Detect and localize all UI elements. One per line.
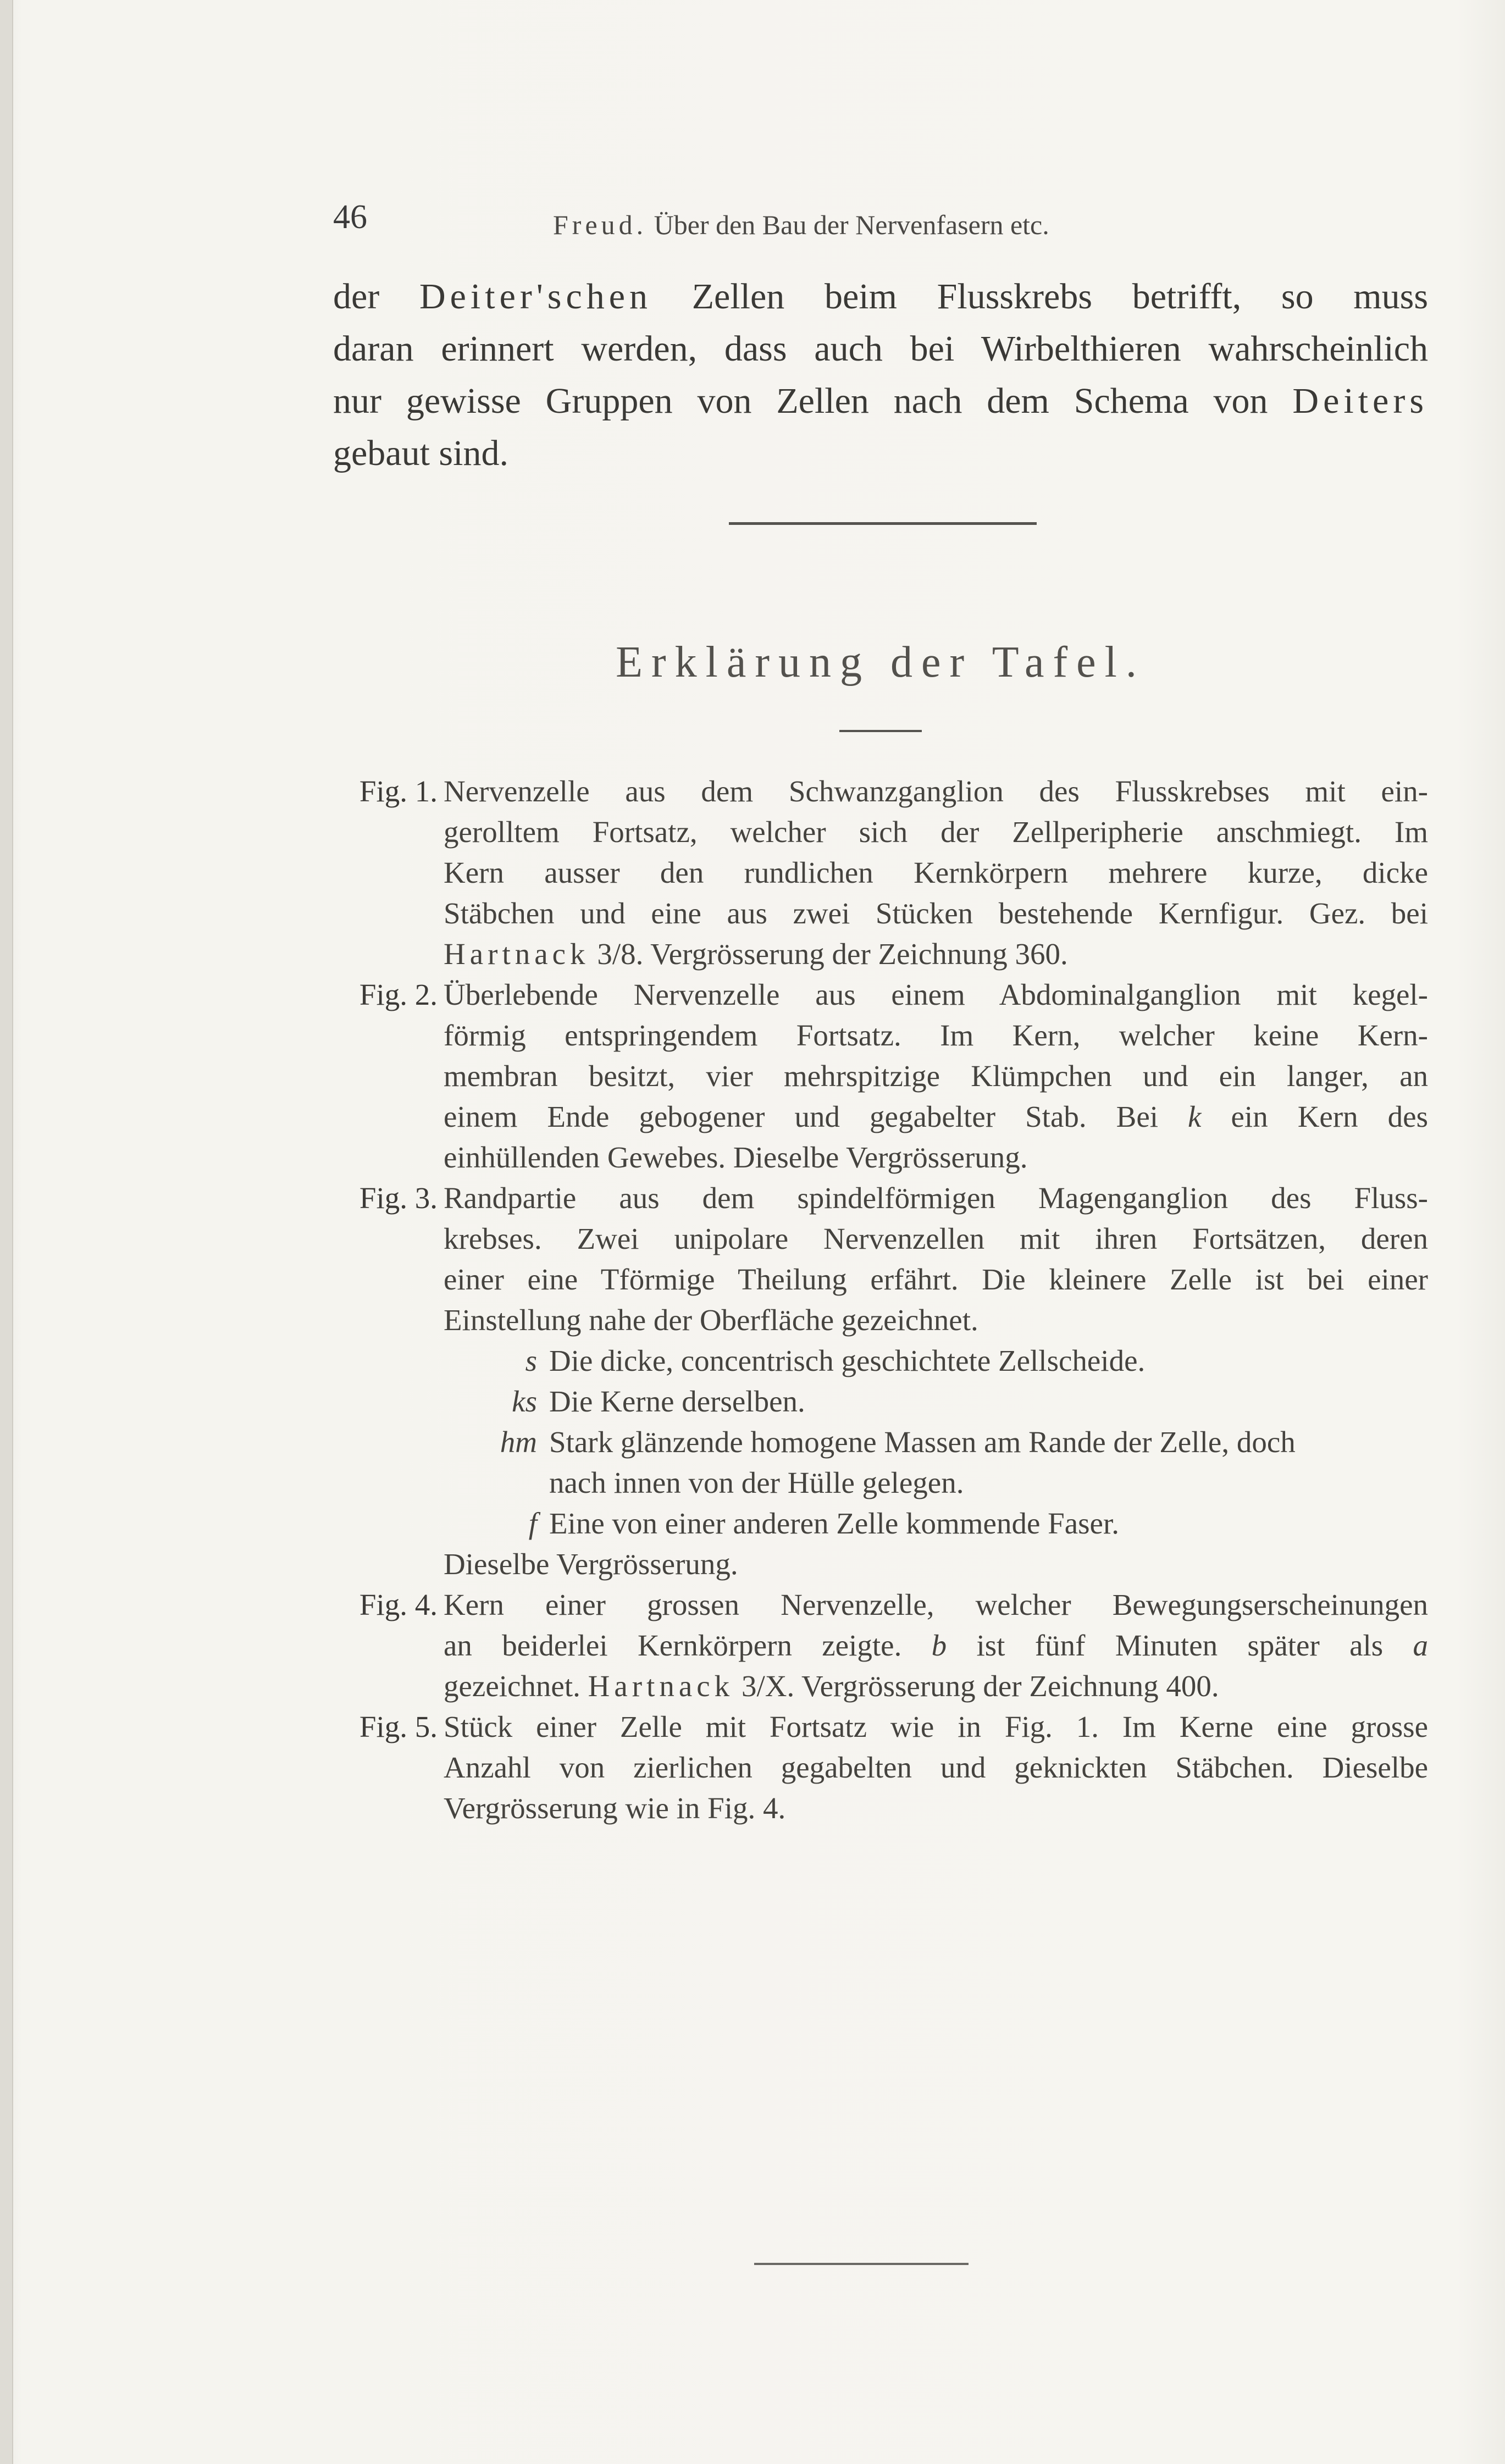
figure-line: Dieselbe Vergrösserung. xyxy=(444,1547,738,1581)
legend-key: f xyxy=(528,1507,537,1540)
legend-key: ks xyxy=(512,1385,537,1418)
legend-item xyxy=(444,1341,1428,1381)
person-name: Hartnack xyxy=(588,1669,734,1703)
intro-text: nur gewisse Gruppen von Zellen nach dem Schema von xyxy=(333,381,1268,421)
legend-text: Stark glänzende homogene Massen am Rande der Zelle, doch xyxy=(549,1425,1296,1459)
figure-label: Fig. 5. xyxy=(359,1710,438,1743)
bottom-rule xyxy=(754,2263,969,2265)
figure-description xyxy=(444,771,1428,974)
figure-line: einer eine Tförmige Theilung erfährt. Die kleinere Zelle ist bei einer xyxy=(444,1263,1428,1296)
figure-label: Fig. 4. xyxy=(359,1588,438,1621)
figure-line xyxy=(444,934,1428,974)
figure-line: krebses. Zwei unipolare Nervenzellen mit ihren Fortsätzen, deren xyxy=(444,1222,1428,1255)
figure-line: Randpartie aus dem spindelförmigen Magenganglion des Fluss- xyxy=(444,1181,1428,1215)
figure-line xyxy=(444,1097,1428,1137)
figure-entry-3 xyxy=(0,1178,1505,1585)
figure-line: Kern einer grossen Nervenzelle, welcher Bewegungserscheinungen xyxy=(444,1588,1428,1621)
figure-line: Kern ausser den rundlichen Kernkörpern mehrere kurze, dicke xyxy=(444,856,1428,889)
running-header xyxy=(333,198,1213,247)
intro-text: Zellen beim Flusskrebs betrifft, so muss xyxy=(691,276,1429,317)
figure-label: Fig. 3. xyxy=(359,1181,438,1215)
figure-text: an beiderlei Kernkörpern zeigte. xyxy=(444,1629,902,1662)
header-title xyxy=(553,209,1049,241)
page-number: 46 xyxy=(333,198,367,236)
legend-key: hm xyxy=(500,1425,537,1459)
person-name: Deiters xyxy=(1292,381,1429,421)
figure-line xyxy=(444,1666,1428,1707)
legend-key: s xyxy=(525,1344,537,1377)
legend-text: Die Kerne derselben. xyxy=(549,1385,805,1418)
section-title: Erklärung der Tafel. xyxy=(616,638,1146,686)
label-letter: a xyxy=(1413,1629,1429,1662)
figure-line: Stück einer Zelle mit Fortsatz wie in Fig. 1. Im Kerne eine grosse xyxy=(444,1710,1428,1743)
figure-label: Fig. 1. xyxy=(359,774,438,808)
legend-item xyxy=(444,1503,1428,1544)
figure-description xyxy=(444,1178,1428,1585)
figure-text: 3/8. Vergrösserung der Zeichnung 360. xyxy=(597,937,1068,971)
intro-line: daran erinnert werden, dass auch bei Wirbelthieren wahrscheinlich xyxy=(333,329,1428,369)
figure-text: gezeichnet. xyxy=(444,1669,580,1703)
person-name: Hartnack xyxy=(444,937,590,971)
intro-line: gebaut sind. xyxy=(333,433,508,473)
figure-line: gerolltem Fortsatz, welcher sich der Zellperipherie anschmiegt. Im xyxy=(444,815,1428,849)
figure-description xyxy=(444,1707,1428,1829)
legend-text: Die dicke, concentrisch geschichtete Zellscheide. xyxy=(549,1344,1146,1377)
legend-continuation: nach innen von der Hülle gelegen. xyxy=(549,1466,964,1499)
intro-text: der xyxy=(333,276,380,317)
legend-text: Eine von einer anderen Zelle kommende Faser. xyxy=(549,1507,1119,1540)
intro-line xyxy=(333,375,1428,427)
legend-item xyxy=(444,1381,1428,1422)
header-title-text: Über den Bau der Nervenfasern etc. xyxy=(654,209,1049,240)
figure-line: einhüllenden Gewebes. Dieselbe Vergrösserung. xyxy=(444,1140,1028,1174)
figure-line: förmig entspringendem Fortsatz. Im Kern, welcher keine Kern- xyxy=(444,1018,1428,1052)
figure-line: Nervenzelle aus dem Schwanzganglion des Flusskrebses mit ein- xyxy=(444,774,1428,808)
figure-line: Vergrösserung wie in Fig. 4. xyxy=(444,1791,786,1825)
figure-line: Überlebende Nervenzelle aus einem Abdominalganglion mit kegel- xyxy=(444,978,1428,1011)
figure-entry-4 xyxy=(0,1585,1505,1707)
label-letter: b xyxy=(931,1629,947,1662)
figure-entry-5 xyxy=(0,1707,1505,1829)
figure-line: membran besitzt, vier mehrspitzige Klümpchen und ein langer, an xyxy=(444,1059,1428,1093)
figure-entry-1 xyxy=(0,771,1505,974)
figure-text: 3/X. Vergrösserung der Zeichnung 400. xyxy=(741,1669,1219,1703)
figure-line xyxy=(444,1625,1428,1666)
figure-text: ein Kern des xyxy=(1231,1100,1429,1133)
figure-line: Einstellung nahe der Oberfläche gezeichnet. xyxy=(444,1303,978,1337)
title-underline xyxy=(839,730,922,732)
figure-line: Stäbchen und eine aus zwei Stücken bestehende Kernfigur. Gez. bei xyxy=(444,896,1428,930)
person-name: Deiter'schen xyxy=(419,276,652,317)
figure-explanations xyxy=(0,771,1505,1829)
figure-text: ist fünf Minuten später als xyxy=(976,1629,1384,1662)
intro-line xyxy=(333,270,1428,323)
figure-text: einem Ende gebogener und gegabelter Stab. Bei xyxy=(444,1100,1159,1133)
label-letter: k xyxy=(1188,1100,1202,1133)
figure-label: Fig. 2. xyxy=(359,978,438,1011)
section-divider xyxy=(729,522,1037,525)
figure-description xyxy=(444,1585,1428,1707)
figure-line: Anzahl von zierlichen gegabelten und geknickten Stäbchen. Dieselbe xyxy=(444,1751,1428,1784)
intro-paragraph xyxy=(333,270,1428,479)
figure-description xyxy=(444,974,1428,1178)
legend-item xyxy=(444,1422,1428,1463)
figure-entry-2 xyxy=(0,974,1505,1178)
header-author: Freud. xyxy=(553,209,648,240)
